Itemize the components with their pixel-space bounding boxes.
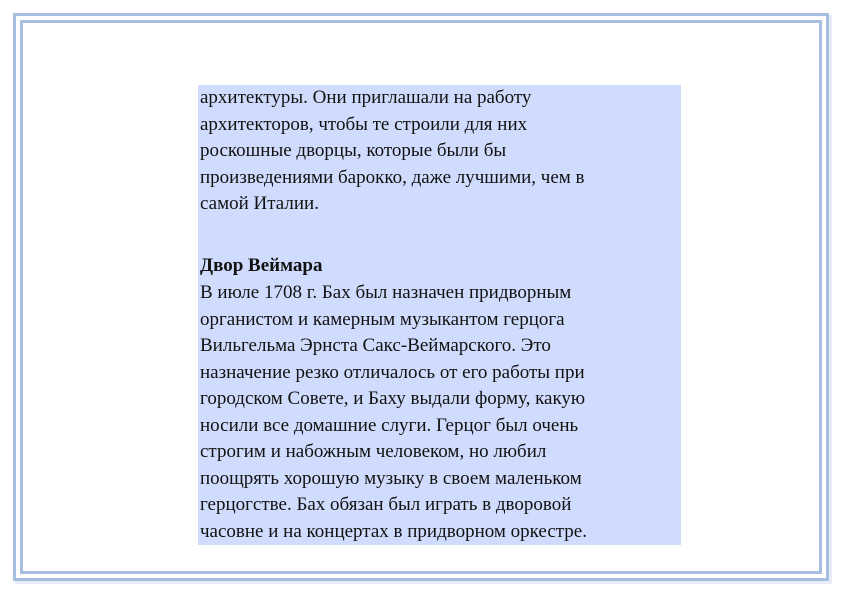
text-line: самой Италии. — [200, 193, 319, 214]
text-line: строгим и набожным человеком, но любил — [200, 441, 547, 462]
text-line: произведениями барокко, даже лучшими, чем в — [200, 166, 585, 188]
paragraph-architecture — [200, 85, 585, 218]
text-line: архитекторов, чтобы те строили для них — [200, 113, 528, 135]
text-line: носили все домашние слуги. Герцог был очень — [200, 414, 579, 436]
text-box — [198, 85, 681, 545]
section-heading: Двор Веймара — [200, 255, 323, 276]
frame-shadow-bottom — [15, 581, 832, 584]
text-line: архитектуры. Они приглашали на работу — [200, 87, 532, 108]
text-line: В июле 1708 г. Бах был назначен придворным — [200, 282, 572, 303]
text-line: герцогстве. Бах обязан был играть в дворовой — [200, 494, 572, 515]
text-line: поощрять хорошую музыку в своем маленьком — [200, 467, 582, 489]
text-line: городском Совете, и Баху выдали форму, какую — [200, 388, 586, 409]
paragraph-weimar — [200, 280, 587, 545]
text-line: назначение резко отличалось от его работы при — [200, 361, 585, 383]
text-line: органистом и камерным музыкантом герцога — [200, 308, 565, 330]
text-line: Вильгельма Эрнста Сакс-Веймарского. Это — [200, 335, 551, 356]
frame-shadow-right — [829, 15, 832, 583]
text-line: роскошные дворцы, которые были бы — [200, 140, 507, 161]
text-line: часовне и на концертах в придворном оркестре. — [200, 520, 587, 542]
